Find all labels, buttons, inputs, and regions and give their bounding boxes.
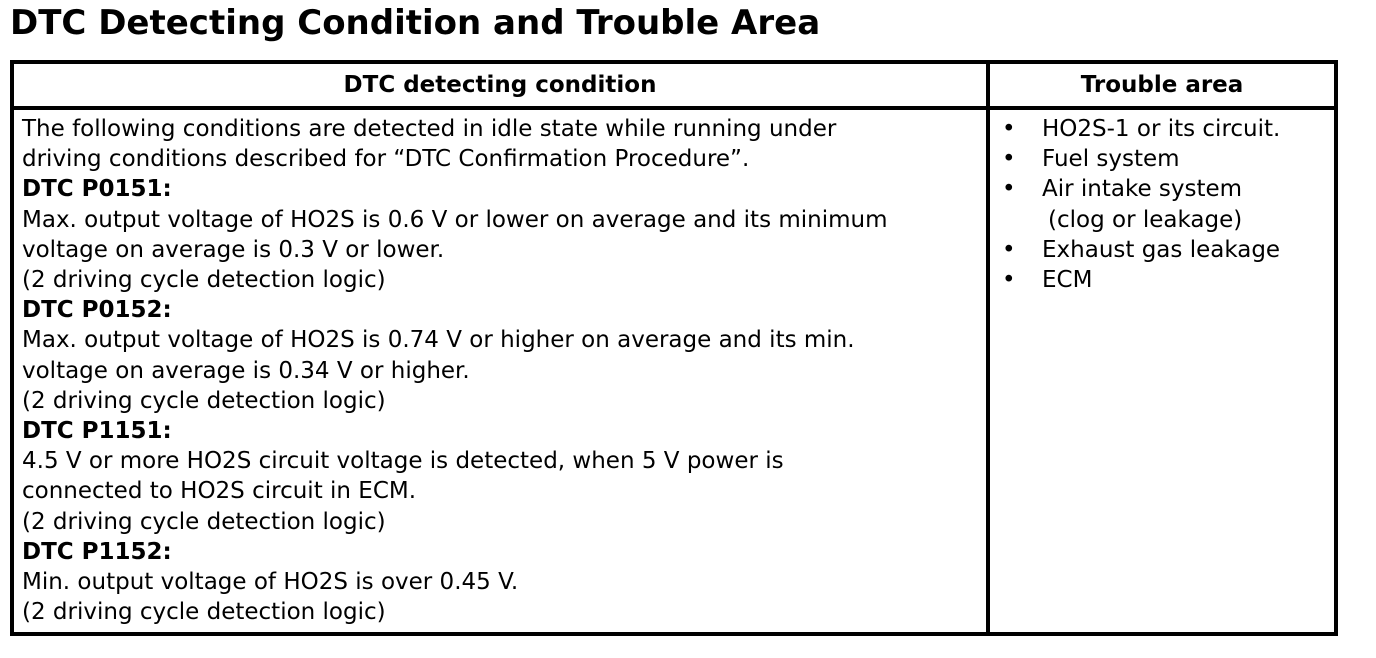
dtc-code-heading: DTC P1151: [22, 418, 172, 445]
trouble-area-list [998, 114, 1334, 295]
condition-line: connected to HO2S circuit in ECM. [22, 478, 417, 505]
condition-line: (2 driving cycle detection logic) [22, 508, 386, 535]
condition-line: Max. output voltage of HO2S is 0.74 V or higher on average and its min. [22, 327, 855, 354]
bullet-icon: • [1002, 176, 1016, 203]
list-item [998, 265, 1334, 295]
condition-line: voltage on average is 0.3 V or lower. [22, 236, 445, 263]
condition-line: The following conditions are detected in idle state while running under [22, 116, 837, 142]
condition-text-block [22, 114, 986, 627]
page-title: DTC Detecting Condition and Trouble Area [10, 3, 821, 43]
condition-line: (2 driving cycle detection logic) [22, 599, 386, 626]
table-header-row [12, 62, 1336, 108]
dtc-code-heading: DTC P0151: [22, 176, 172, 203]
trouble-area-cell [988, 108, 1336, 634]
condition-line: voltage on average is 0.34 V or higher. [22, 357, 470, 384]
list-item [998, 174, 1334, 234]
condition-line: Min. output voltage of HO2S is over 0.45 V. [22, 569, 519, 596]
list-item [998, 235, 1334, 265]
trouble-area-label: ECM [1042, 267, 1093, 294]
trouble-area-label: HO2S-1 or its circuit. [1042, 116, 1281, 142]
trouble-area-label: Fuel system [1042, 146, 1180, 173]
condition-line: (2 driving cycle detection logic) [22, 387, 386, 414]
bullet-icon: • [1002, 116, 1016, 142]
condition-line: Max. output voltage of HO2S is 0.6 V or lower on average and its minimum [22, 206, 888, 233]
dtc-table [10, 60, 1338, 636]
header-dtc-detecting-condition: DTC detecting condition [12, 62, 988, 108]
trouble-area-label: Air intake system [1042, 176, 1243, 203]
list-item [998, 144, 1334, 174]
header-trouble-area: Trouble area [988, 62, 1336, 108]
trouble-area-label: Exhaust gas leakage [1042, 236, 1281, 263]
bullet-icon: • [1002, 146, 1016, 173]
bullet-icon: • [1002, 236, 1016, 263]
list-item [998, 114, 1334, 144]
trouble-area-note: (clog or leakage) [1048, 206, 1243, 233]
condition-line: (2 driving cycle detection logic) [22, 267, 386, 294]
condition-line: 4.5 V or more HO2S circuit voltage is detected, when 5 V power is [22, 448, 784, 475]
table-row [12, 108, 1336, 634]
condition-line: driving conditions described for “DTC Confirmation Procedure”. [22, 146, 750, 173]
dtc-code-heading: DTC P0152: [22, 297, 172, 324]
condition-cell [12, 108, 988, 634]
bullet-icon: • [1002, 267, 1016, 294]
dtc-code-heading: DTC P1152: [22, 538, 172, 565]
